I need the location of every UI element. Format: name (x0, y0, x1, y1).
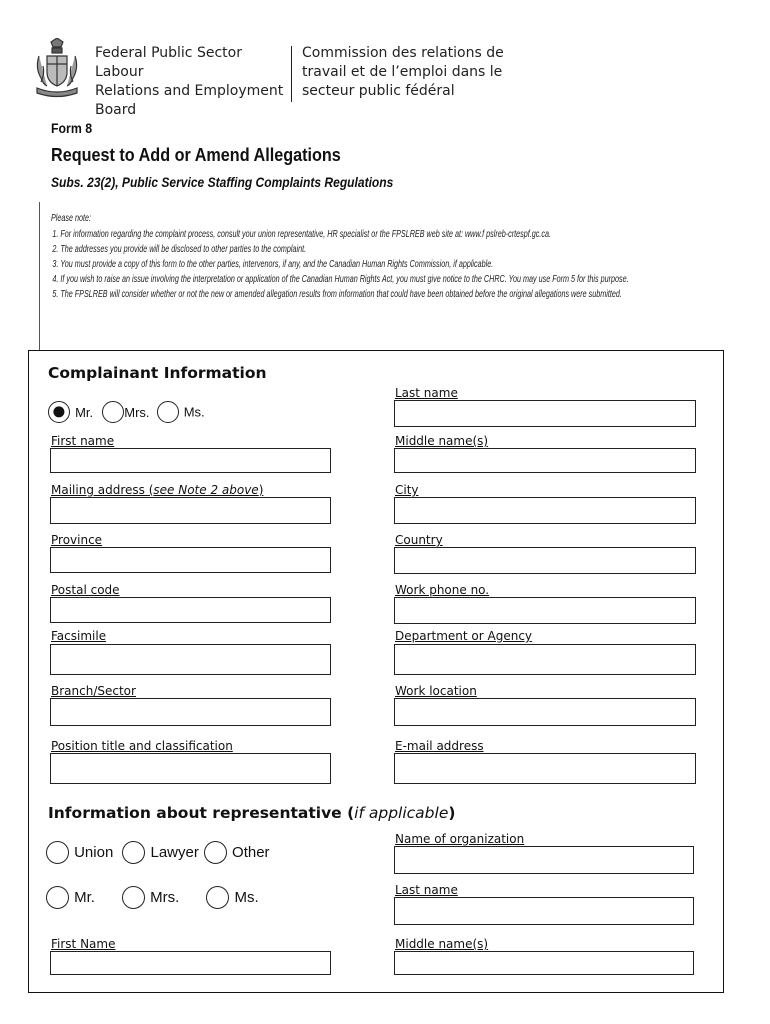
first-name-label: First name (51, 434, 115, 448)
form-subtitle: Subs. 23(2), Public Service Staffing Complaints Regulations (51, 174, 394, 190)
facsimile-field[interactable] (50, 644, 331, 675)
note-item: 5. The FPSLREB will consider whether or not the new or amended allegation results from information that could have been obtained before the original allegations were submitted. (60, 289, 684, 301)
rep-radio-mrs-label: Mrs. (150, 889, 180, 906)
last-name-label: Last name (395, 386, 458, 400)
province-label: Province (51, 533, 103, 547)
organization-field[interactable] (394, 846, 694, 874)
postal-code-field[interactable] (50, 597, 331, 623)
org-en-line-3: Board (95, 102, 137, 118)
representative-heading-end: ) (448, 804, 456, 822)
position-label: Position title and classification (51, 739, 233, 753)
organization-label: Name of organization (395, 832, 525, 846)
rep-last-name-label: Last name (395, 883, 458, 897)
org-en-line-2: Relations and Employment (95, 83, 284, 99)
radio-mr-label: Mr. (75, 404, 94, 420)
radio-mrs[interactable] (102, 401, 124, 423)
org-name-french (302, 44, 522, 101)
rep-radio-mrs[interactable] (122, 886, 145, 909)
rep-radio-mr-label: Mr. (74, 889, 95, 906)
radio-lawyer-label: Lawyer (150, 844, 199, 861)
mailing-address-label-text: Mailing address ( (51, 483, 154, 497)
city-field[interactable] (394, 497, 696, 524)
email-field[interactable] (394, 753, 696, 784)
country-label: Country (395, 533, 443, 547)
radio-mrs-label: Mrs. (124, 404, 150, 420)
radio-lawyer[interactable] (122, 841, 145, 864)
branch-field[interactable] (50, 698, 331, 726)
representative-salutation-group (46, 886, 259, 909)
work-phone-field[interactable] (394, 597, 696, 624)
rep-radio-ms-label: Ms. (234, 889, 259, 906)
radio-union[interactable] (46, 841, 69, 864)
complainant-heading: Complainant Information (48, 364, 267, 382)
org-fr-line-3: secteur public fédéral (302, 83, 455, 99)
middle-names-field[interactable] (394, 448, 696, 473)
canada-coat-of-arms-icon (33, 38, 81, 100)
city-label: City (395, 483, 419, 497)
note-item: 1. For information regarding the complaint process, consult your union representative, HR specialist or the FPSLREB web site at: www.f pslreb-crtespf.gc.ca. (60, 229, 684, 241)
work-location-label: Work location (395, 684, 477, 698)
rep-first-name-label: First Name (51, 937, 116, 951)
radio-other[interactable] (204, 841, 227, 864)
representative-heading-note: if applicable (354, 804, 449, 822)
notes-block (51, 213, 685, 304)
branch-label: Branch/Sector (51, 684, 136, 698)
mailing-address-label-note: see Note 2 above (153, 483, 259, 497)
last-name-field[interactable] (394, 400, 696, 427)
header-divider (291, 46, 292, 102)
radio-ms[interactable] (157, 401, 179, 423)
mailing-address-field[interactable] (50, 497, 331, 524)
email-label: E-mail address (395, 739, 484, 753)
rep-last-name-field[interactable] (394, 897, 694, 925)
rep-first-name-field[interactable] (50, 951, 331, 975)
form-title: Request to Add or Amend Allegations (51, 145, 341, 165)
org-name-english (95, 44, 290, 120)
org-fr-line-1: Commission des relations de (302, 45, 504, 61)
notes-list (51, 229, 685, 301)
radio-mr[interactable] (48, 401, 70, 423)
representative-heading (48, 804, 455, 822)
representative-type-group (46, 841, 270, 864)
province-field[interactable] (50, 547, 331, 573)
radio-other-label: Other (232, 844, 270, 861)
radio-ms-label: Ms. (183, 404, 205, 420)
position-field[interactable] (50, 753, 331, 784)
middle-names-label: Middle name(s) (395, 434, 489, 448)
note-item: 4. If you wish to raise an issue involving the interpretation or application of the Canadian Human Rights Act, you must give notice to the CHRC. You may use Form 5 for this purpose. (60, 274, 684, 286)
rep-radio-mr[interactable] (46, 886, 69, 909)
note-item: 3. You must provide a copy of this form to the other parties, intervenors, if any, and the Canadian Human Rights Commission, if applicable. (60, 259, 684, 271)
first-name-field[interactable] (50, 448, 331, 473)
work-location-field[interactable] (394, 698, 696, 726)
work-phone-label: Work phone no. (395, 583, 490, 597)
org-fr-line-2: travail et de l’emploi dans le (302, 64, 503, 80)
notes-margin-line (39, 202, 40, 350)
representative-heading-text: Information about representative ( (48, 804, 355, 822)
complainant-salutation-group (48, 401, 205, 423)
postal-code-label: Postal code (51, 583, 120, 597)
radio-union-label: Union (74, 844, 114, 861)
rep-middle-names-field[interactable] (394, 951, 694, 975)
facsimile-label: Facsimile (51, 629, 107, 643)
rep-radio-ms[interactable] (206, 886, 229, 909)
note-item: 2. The addresses you provide will be disclosed to other parties to the complaint. (60, 244, 684, 256)
country-field[interactable] (394, 547, 696, 574)
notes-heading: Please note: (51, 213, 92, 224)
mailing-address-label (51, 483, 263, 497)
mailing-address-label-end: ) (258, 483, 264, 497)
department-label: Department or Agency (395, 629, 533, 643)
rep-middle-names-label: Middle name(s) (395, 937, 489, 951)
department-field[interactable] (394, 644, 696, 675)
form-number: Form 8 (51, 120, 93, 136)
org-en-line-1: Federal Public Sector Labour (95, 45, 242, 80)
